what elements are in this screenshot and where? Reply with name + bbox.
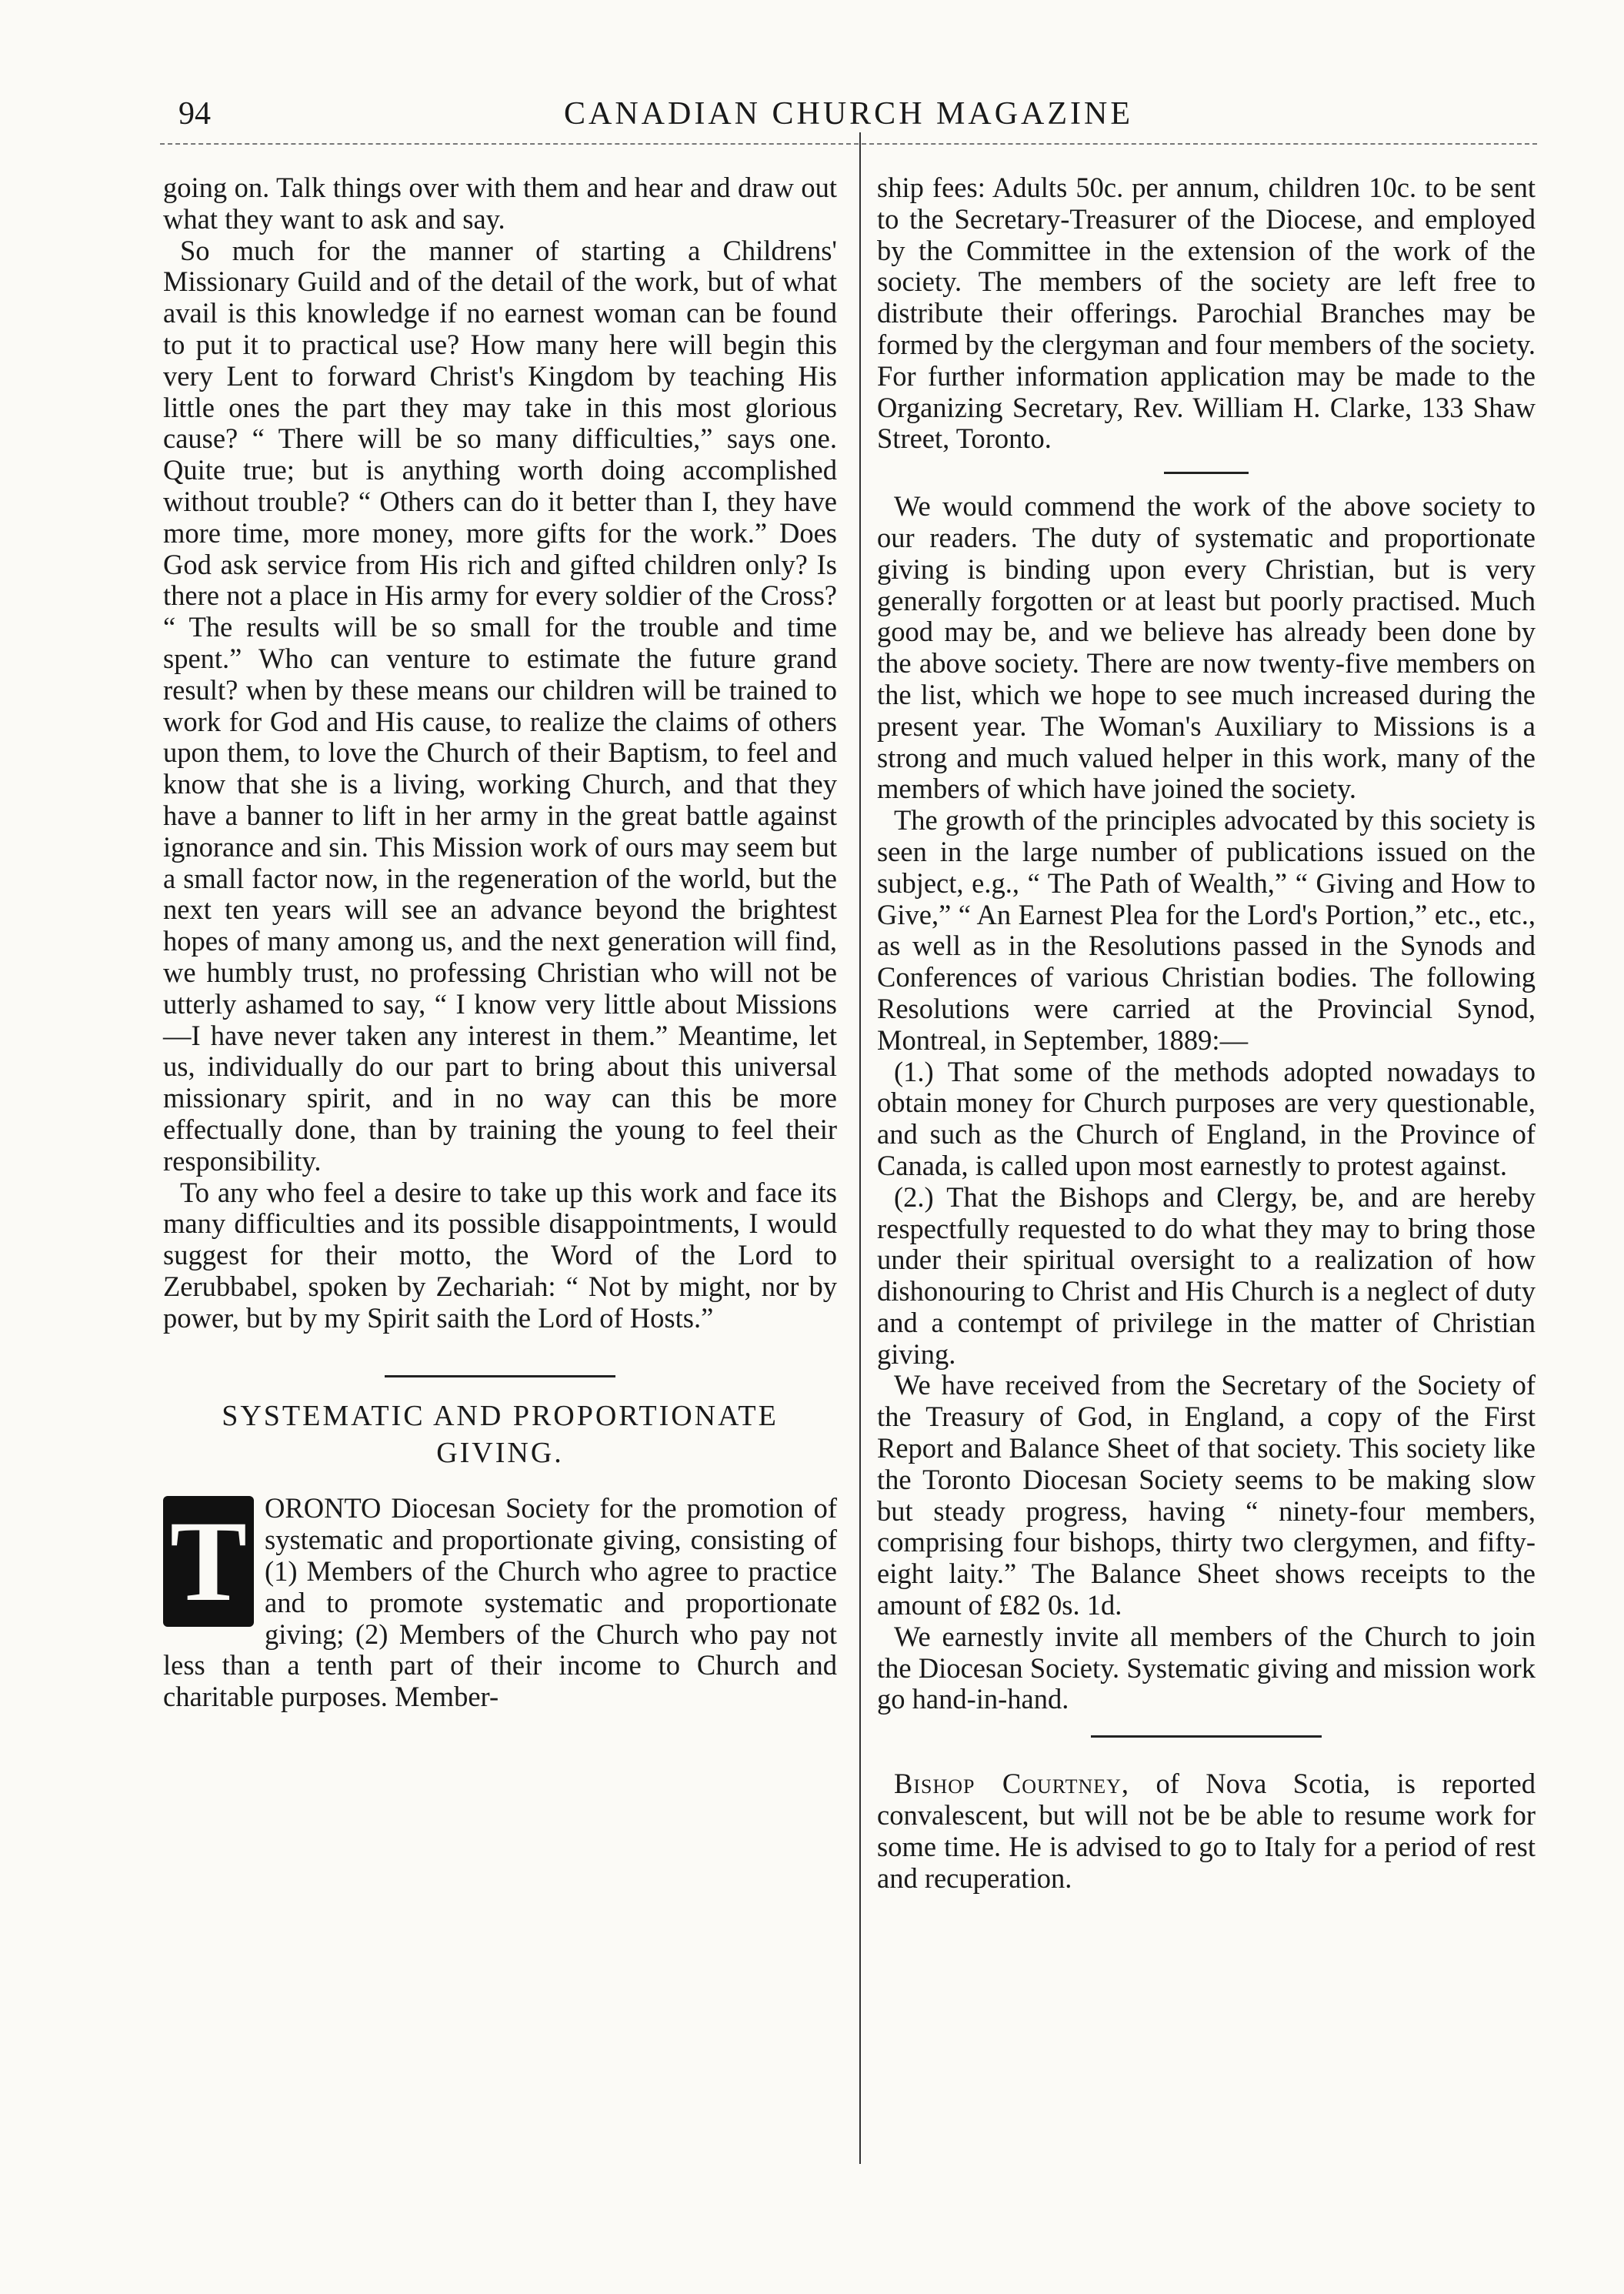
column-divider	[859, 132, 861, 2164]
running-title: CANADIAN CHURCH MAGAZINE	[564, 96, 1133, 132]
paragraph: ship fees: Adults 50c. per annum, children 10c. to be sent to the Secretary-Treasurer of the Diocese, and employed by the Committee in the extension of the work of the society. The members of the society are left free to distribute their offerings. Parochial Branches may be formed by the clergyman and four members of the society. For further information application may be made to the Organizing Secretary, Rev. William H. Clarke, 133 Shaw Street, Toronto.	[877, 172, 1536, 455]
page-number: 94	[178, 96, 211, 132]
article-opening	[163, 1493, 837, 1713]
paragraph: (2.) That the Bishops and Clergy, be, and are hereby respectfully requested to do what they may to bring those under their spiritual oversight to a realization of how dishonouring to Christ and His Church is a neglect of duty and a contempt of privilege in the matter of Christian giving.	[877, 1180, 1536, 1370]
section-heading-line: SYSTEMATIC AND PROPORTIONATE	[222, 1400, 779, 1433]
section-heading-line: GIVING.	[436, 1437, 564, 1470]
section-rule	[385, 1375, 615, 1377]
section-heading	[163, 1397, 837, 1471]
paragraph: ORONTO Diocesan Society for the promotion of systematic and proportionate giving, consisting of (1) Members of the Church who agree to practice and to promote systematic and proportionate giving; (2) Members of the Church who pay not less than a tenth part of their income to Church and charitable purposes. Member-	[163, 1492, 837, 1713]
paragraph: So much for the manner of starting a Childrens' Missionary Guild and of the detail of the work, but of what avail is this knowledge if no earnest woman can be found to put it to practical use? How many here will begin this very Lent to forward Christ's Kingdom by teaching His little ones the part they may take in this most glorious cause? “ There will be so many difficulties,” says one. Quite true; but is anything worth doing accomplished without trouble? “ Others can do it better than I, they have more time, more money, more gifts for the work.” Does God ask service from His rich and gifted children only? Is there not a place in His army for every soldier of the Cross? “ The results will be so small for the trouble and time spent.” Who can venture to estimate the future grand result? when by these means our children will be trained to work for God and His cause, to realize the claims of others upon them, to love the Church of their Baptism, to feel and know that she is a living, working Church, and that they have a banner to lift in her army in the great battle against ignorance and sin. This Mission work of ours may seem but a small factor now, in the regeneration of the world, but the next ten years will see an advance beyond the brightest hopes of many among us, and the next generation will find, we humbly trust, no professing Christian who will not be utterly ashamed to say, “ I know very little about Missions—I have never taken any interest in them.” Meantime, let us, individually do our part to bring about this universal missionary spirit, and in no way can this be more effectually done, than by training the young to feel their responsibility.	[163, 234, 837, 1177]
paragraph: (1.) That some of the methods adopted nowadays to obtain money for Church purposes are very questionable, and such as the Church of England, in the Province of Canada, is called upon most earnestly to protest against.	[877, 1055, 1536, 1181]
paragraph: The growth of the principles advocated by this society is seen in the large number of publications issued on the subject, e.g., “ The Path of Wealth,” “ Giving and How to Give,” “ An Earnest Plea for the Lord's Portion,” etc., etc., as well as in the Resolutions passed in the Synods and Conferences of various Christian bodies. The following Resolutions were carried at the Provincial Synod, Montreal, in September, 1889:—	[877, 804, 1536, 1056]
paragraph: We earnestly invite all members of the Church to join the Diocesan Society. Systematic giving and mission work go hand-in-hand.	[877, 1620, 1536, 1715]
paragraph: We have received from the Secretary of the Society of the Treasury of God, in England, a copy of the First Report and Balance Sheet of that society. This society like the Toronto Diocesan Society seems to be making slow but steady progress, having “ ninety-four members, comprising four bishops, thirty two clergymen, and fifty-eight laity.” The Balance Sheet shows receipts to the amount of £82 0s. 1d.	[877, 1369, 1536, 1621]
paragraph	[877, 1768, 1536, 1894]
right-column	[877, 172, 1536, 1894]
drop-cap: T	[163, 1496, 254, 1627]
page-header	[160, 83, 1537, 145]
closing-text: of Nova Scotia, is reported convalescent, but will not be be able to resume work for some time. He is advised to go to Italy for a period of rest and recuperation.	[877, 1768, 1536, 1894]
paragraph: going on. Talk things over with them and hear and draw out what they want to ask and say.	[163, 172, 837, 235]
paragraph: We would commend the work of the above society to our readers. The duty of systematic and proportionate giving is binding upon every Christian, but is very generally forgotten or at least but poorly practised. Much good may be, and we believe has already been done by the above society. There are now twenty-five members on the list, which we hope to see much increased during the present year. The Woman's Auxiliary to Missions is a strong and much valued helper in this work, many of the members of which have joined the society.	[877, 490, 1536, 805]
left-column	[163, 172, 837, 1713]
closing-name: Bishop Courtney,	[894, 1768, 1130, 1800]
paragraph: To any who feel a desire to take up this work and face its many difficulties and its possible disappointments, I would suggest for their motto, the Word of the Lord to Zerubbabel, spoken by Zechariah: “ Not by might, nor by power, but by my Spirit saith the Lord of Hosts.”	[163, 1176, 837, 1334]
header-rule	[160, 143, 1537, 145]
